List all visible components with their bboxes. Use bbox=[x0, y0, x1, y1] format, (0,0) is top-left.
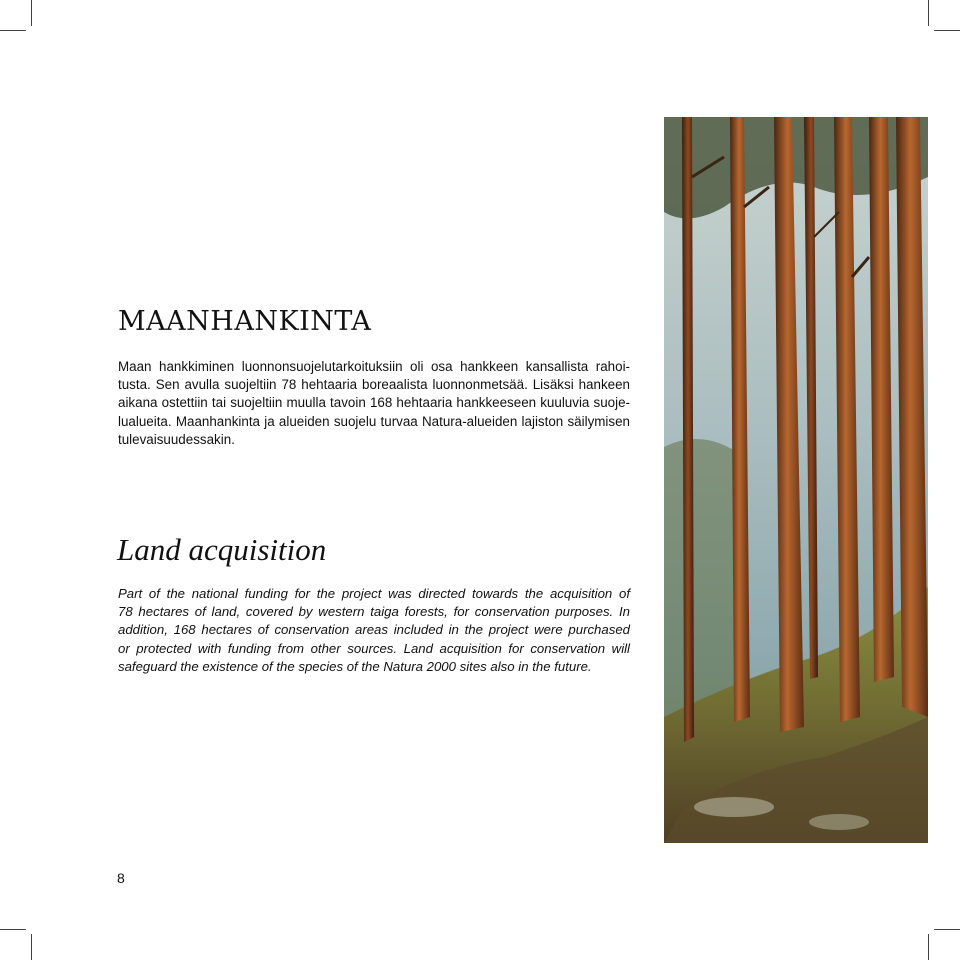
english-heading: Land acquisition bbox=[117, 532, 327, 567]
paragraph-line: Part of the national funding for the project was directed towards the acquisition of bbox=[118, 586, 630, 601]
crop-mark bbox=[928, 934, 929, 960]
english-paragraph bbox=[118, 585, 630, 676]
paragraph-line: tulevaisuudessakin. bbox=[118, 431, 235, 447]
paragraph-line: safeguard the existence of the species of the Natura 2000 sites also in the future. bbox=[118, 658, 592, 674]
crop-mark bbox=[934, 30, 960, 31]
pine-forest-photo bbox=[664, 117, 928, 843]
finnish-heading: MAANHANKINTA bbox=[118, 306, 372, 337]
page-number: 8 bbox=[117, 870, 125, 886]
paragraph-line: 78 hectares of land, covered by western taiga forests, for conservation purposes. In bbox=[118, 604, 630, 620]
finnish-paragraph bbox=[118, 358, 630, 449]
crop-mark bbox=[0, 30, 26, 31]
paragraph-line: lualueita. Maanhankinta ja alueiden suojelu turvaa Natura-alueiden lajiston säilymisen bbox=[118, 413, 630, 429]
crop-mark bbox=[934, 929, 960, 930]
crop-mark bbox=[31, 934, 32, 960]
paragraph-line: or protected with funding from other sources. Land acquisition for conservation will bbox=[118, 640, 630, 656]
crop-mark bbox=[928, 0, 929, 26]
crop-mark bbox=[0, 929, 26, 930]
paragraph-line: aikana ostettiin tai suojeltiin muulla tavoin 168 hehtaaria hankkeeseen kuuluvia suoje- bbox=[118, 395, 630, 411]
paragraph-line: tusta. Sen avulla suojeltiin 78 hehtaaria boreaalista luonnonmetsää. Lisäksi hankeen bbox=[118, 377, 630, 393]
crop-mark bbox=[31, 0, 32, 26]
paragraph-line: Maan hankkiminen luonnonsuojelutarkoituksiin oli osa hankkeen kansallista rahoi- bbox=[118, 359, 630, 374]
paragraph-line: addition, 168 hectares of conservation areas included in the project were purchased bbox=[118, 622, 630, 638]
